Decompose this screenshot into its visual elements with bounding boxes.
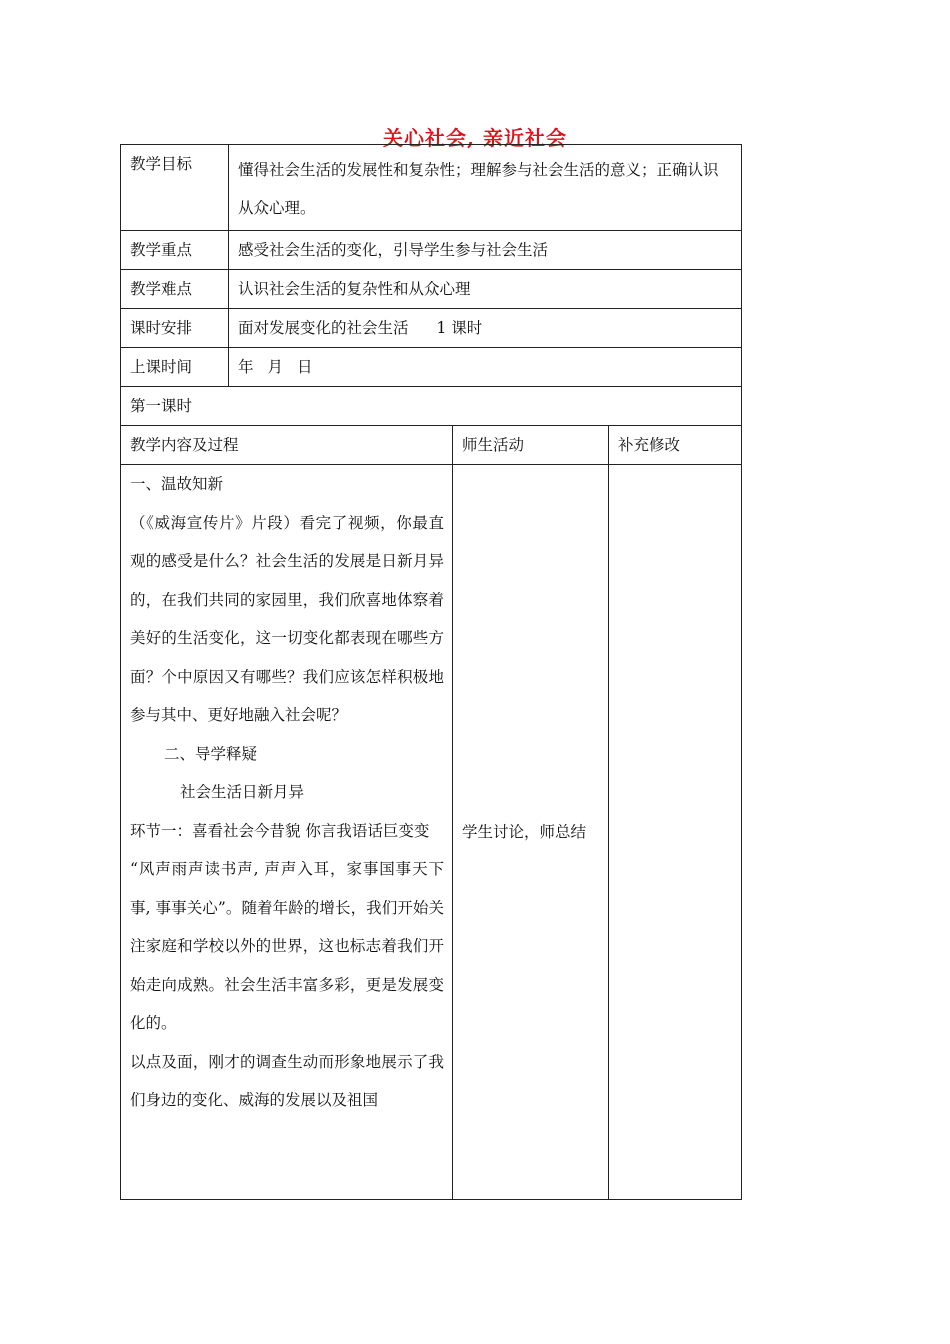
schedule-label: 课时安排 bbox=[121, 309, 229, 348]
row-lesson-body bbox=[121, 465, 742, 1200]
col-header-notes: 补充修改 bbox=[609, 426, 742, 465]
content-heading-guide: 二、导学释疑 bbox=[164, 744, 258, 763]
schedule-value: 面对发展变化的社会生活 bbox=[238, 319, 409, 337]
class-time-day: 日 bbox=[297, 358, 313, 376]
class-time-year: 年 bbox=[238, 358, 254, 376]
lesson-content-cell bbox=[121, 465, 453, 1200]
difficulty-label: 教学难点 bbox=[121, 270, 229, 309]
document-title: 关心社会, 亲近社会 bbox=[383, 126, 567, 150]
class-time-cell bbox=[229, 348, 742, 387]
lesson-plan-table bbox=[120, 144, 742, 1200]
schedule-cell bbox=[229, 309, 742, 348]
col-header-content: 教学内容及过程 bbox=[121, 426, 453, 465]
row-class-time bbox=[121, 348, 742, 387]
content-step-one: 环节一：喜看社会今昔貌 你言我语话巨变变 bbox=[130, 821, 430, 840]
row-teaching-goal bbox=[121, 145, 742, 231]
section-label: 第一课时 bbox=[121, 387, 742, 426]
activity-cell: 学生讨论，师总结 bbox=[453, 465, 609, 1200]
content-heading-review: 一、温故知新 bbox=[130, 475, 224, 493]
schedule-hours: 1 课时 bbox=[436, 319, 483, 337]
focus-label: 教学重点 bbox=[121, 231, 229, 270]
content-paragraph-intro: （《威海宣传片》片段）看完了视频，你最直观的感受是什么？社会生活的发展是日新月异的，在我们共同的家园里，我们欣喜地体察着美好的生活变化，这一切变化都表现在哪些方面？个中原因又有哪些？我们应该怎样积极地参与其中、更好地融入社会呢？ bbox=[130, 513, 444, 724]
content-quote-paragraph: “风声雨声读书声, 声声入耳，家事国事天下事, 事事关心”。随着年龄的增长，我们开始关注家庭和学校以外的世界，这也标志着我们开始走向成熟。社会生活丰富多彩，更是发展变化的。 bbox=[130, 860, 444, 1032]
row-teaching-difficulty bbox=[121, 270, 742, 309]
goal-label: 教学目标 bbox=[121, 145, 229, 231]
row-teaching-focus bbox=[121, 231, 742, 270]
content-subheading: 社会生活日新月异 bbox=[180, 783, 305, 801]
row-schedule bbox=[121, 309, 742, 348]
col-header-activity: 师生活动 bbox=[453, 426, 609, 465]
row-column-headers bbox=[121, 426, 742, 465]
goal-value: 懂得社会生活的发展性和复杂性；理解参与社会生活的意义；正确认识从众心理。 bbox=[229, 145, 742, 231]
focus-value: 感受社会生活的变化，引导学生参与社会生活 bbox=[229, 231, 742, 270]
difficulty-value: 认识社会生活的复杂性和从众心理 bbox=[229, 270, 742, 309]
class-time-month: 月 bbox=[267, 358, 284, 376]
notes-cell bbox=[609, 465, 742, 1200]
content-paragraph-summary: 以点及面，刚才的调查生动而形象地展示了我们身边的变化、威海的发展以及祖国 bbox=[130, 1052, 444, 1109]
row-section bbox=[121, 387, 742, 426]
class-time-label: 上课时间 bbox=[121, 348, 229, 387]
